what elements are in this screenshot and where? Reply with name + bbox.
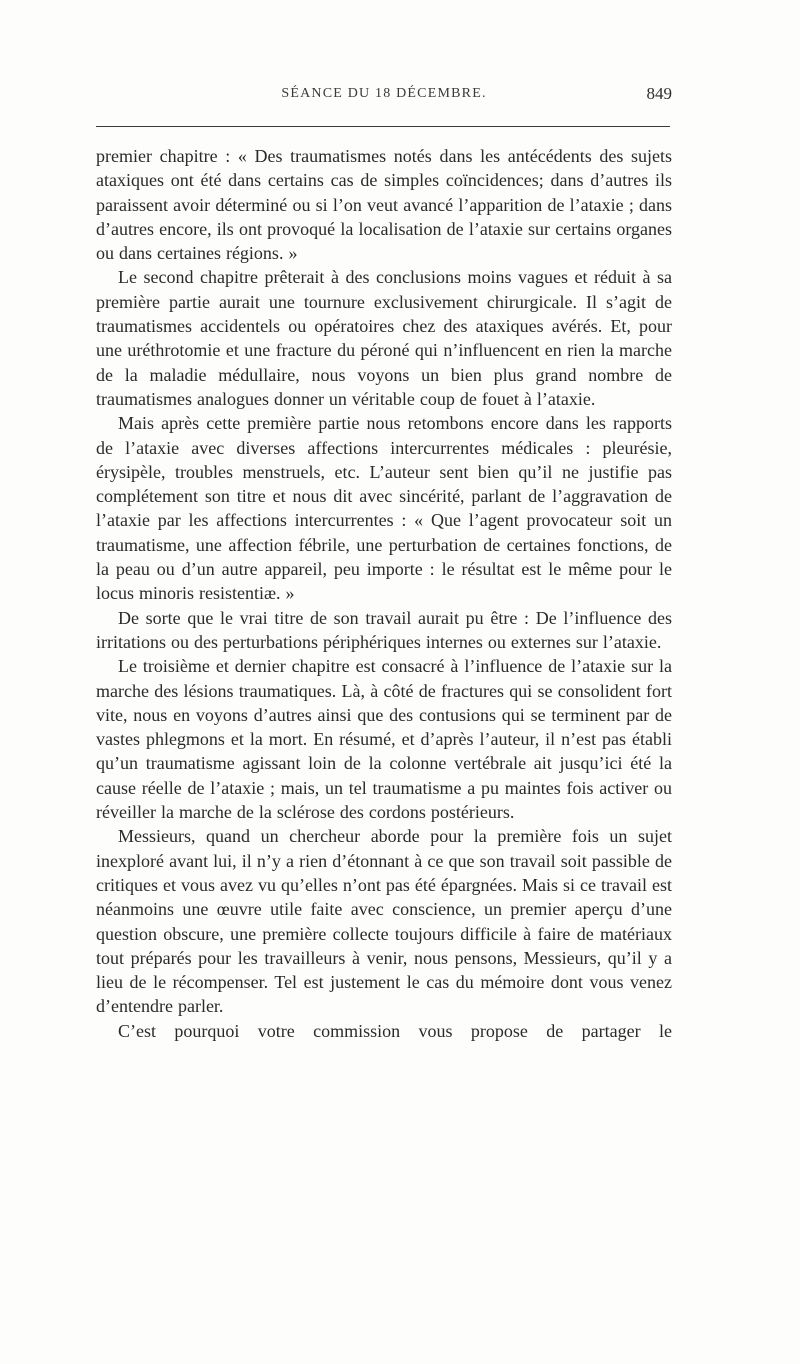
- body-text: [96, 144, 672, 1043]
- paragraph-final-line: C’est pourquoi votre commission vous propose de partager le: [118, 1020, 672, 1041]
- paragraph: Le second chapitre prêterait à des conclusions moins vagues et réduit à sa première partie aurait une tournure exclusivement chirurgicale. Il s’agit de traumatismes accidentels ou opératoires chez des ataxiques avérés. Et, pour une uréthrotomie et une fracture du péroné qui n’influencent en rien la marche de la maladie médullaire, nous voyons un bien plus grand nombre de traumatismes analogues donner un véritable coup de fouet à l’ataxie.: [96, 267, 672, 409]
- paragraph: Messieurs, quand un chercheur aborde pour la première fois un sujet inexploré avant lui, il n’y a rien d’étonnant à ce que son travail soit passible de critiques et vous avez vu qu’elles n’ont pas été épargnées. Mais si ce travail est néanmoins une œuvre utile faite avec conscience, un premier aperçu d’une question obscure, une première collecte toujours difficile à faire de matériaux tout préparés pour les travailleurs à venir, nous pensons, Messieurs, qu’il y a lieu de le récompenser. Tel est justement le cas du mémoire dont vous venez d’entendre parler.: [96, 826, 672, 1017]
- paragraph: De sorte que le vrai titre de son travail aurait pu être : De l’influence des irritations ou des perturbations périphériques internes ou externes sur l’ataxie.: [96, 607, 672, 652]
- running-title: SÉANCE DU 18 DÉCEMBRE.: [281, 86, 487, 101]
- header-rule: [96, 126, 670, 127]
- paragraph: Le troisième et dernier chapitre est consacré à l’influence de l’ataxie sur la marche des lésions traumatiques. Là, à côté de fractures qui se consolident fort vite, nous en voyons d’autres ainsi que des contusions qui se terminent par de vastes phlegmons et la mort. En résumé, et d’après l’auteur, il n’est pas établi qu’un traumatisme agissant loin de la colonne vertébrale ait jusqu’ici été la cause réelle de l’ataxie ; mais, un tel traumatisme a pu maintes fois activer ou réveiller la marche de la sclérose des cordons postérieurs.: [96, 656, 672, 823]
- paragraph: Mais après cette première partie nous retombons encore dans les rapports de l’ataxie avec diverses affections intercurrentes médicales : pleurésie, érysipèle, troubles menstruels, etc. L’auteur sent bien qu’il ne justifie pas complétement son titre et nous dit avec sincérité, parlant de l’aggravation de l’ataxie par les affections intercurrentes : « Que l’agent provocateur soit un traumatisme, une affection fébrile, une perturbation de certaines fonctions, de la peau ou d’un autre appareil, peu importe : le résultat est le même pour le locus minoris resistentiæ. »: [96, 413, 672, 604]
- page-number: 849: [646, 84, 672, 103]
- running-header: [96, 86, 672, 112]
- paragraph-continuation: premier chapitre : « Des traumatismes notés dans les antécédents des sujets ataxiques ont été dans certains cas de simples coïncidences; dans d’autres ils paraissent avoir déterminé ou si l’on veut avancé l’apparition de l’ataxie ; dans d’autres encore, ils ont provoqué la localisation de l’ataxie sur certains organes ou dans certaines régions. »: [96, 146, 672, 264]
